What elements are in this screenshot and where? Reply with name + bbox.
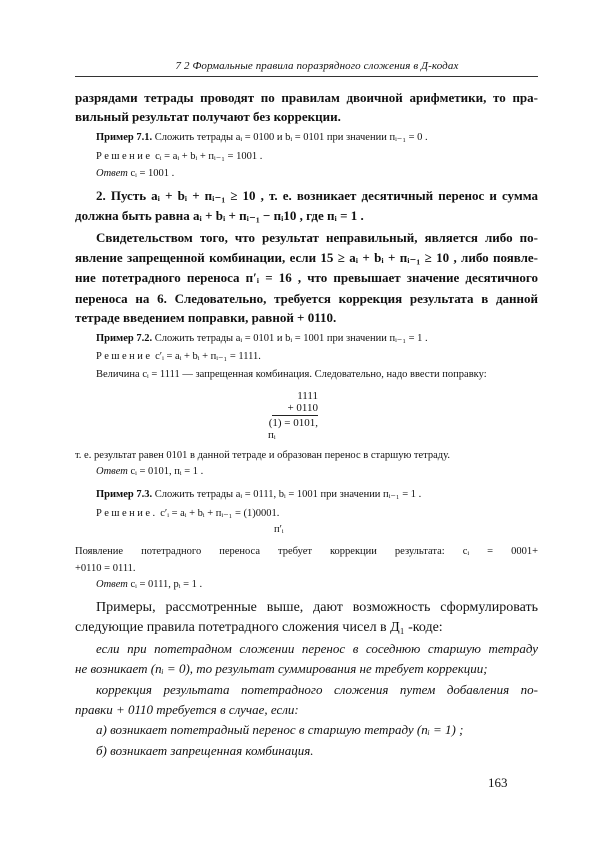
sum-bar <box>272 415 318 416</box>
rule-line: не возникает (пᵢ = 0), то результат суммирования не требует коррекции; <box>75 661 488 676</box>
example-2-note: Величина cᵢ = 1111 — запрещенная комбинация. Следовательно, надо ввести поправку: <box>96 369 487 380</box>
text-line: вильный результат получают без коррекции. <box>75 109 341 124</box>
rule-line: коррекция результата потетрадного сложения путем добавления по- <box>96 682 538 697</box>
example-1-answer: Ответ cᵢ = 1001 . <box>96 168 175 179</box>
example-3-answer: Ответ cᵢ = 0111, pᵢ = 1 . <box>96 579 203 590</box>
text-line: Свидетельством того, что результат неправильный, является либо по- <box>96 230 538 245</box>
page-number: 163 <box>488 775 508 790</box>
text-line: явление запрещенной комбинации, если 15 ≥ aᵢ + bᵢ + пᵢ₋₁ ≥ 10 , либо появле- <box>75 250 538 265</box>
example-3-continued: +0110 = 0111. <box>75 563 136 574</box>
example-label: Пример 7.3. <box>96 489 153 500</box>
example-3-appear: Появление потетрадного переноса требует коррекции результата: cᵢ = 0001+ <box>75 546 538 557</box>
text-line: Примеры, рассмотренные выше, дают возможность сформулировать <box>96 600 538 615</box>
rule-line: б) возникает запрещенная комбинация. <box>96 743 314 758</box>
carry-label: пᵢ <box>268 429 276 441</box>
text-line: должна быть равна aᵢ + bᵢ + пᵢ₋₁ − пᵢ10 , где пᵢ = 1 . <box>75 208 364 223</box>
example-2-task: Пример 7.2. Сложить тетрады aᵢ = 0101 и bᵢ = 1001 при значении пᵢ₋₁ = 1 . <box>96 333 428 344</box>
example-3-task: Пример 7.3. Сложить тетрады aᵢ = 0111, bᵢ = 1001 при значении пᵢ₋₁ = 1 . <box>96 489 422 500</box>
text-line: ние потетрадного переноса пʹᵢ = 16 , что превышает значение десятичного <box>75 270 538 285</box>
header-rule <box>75 76 538 77</box>
text-line: разрядами тетрады проводят по правилам двоичной арифметики, то пра- <box>75 90 538 105</box>
addend-2: + 0110 <box>287 402 318 414</box>
text-line: переноса на 6. Следовательно, требуется коррекция результата в данной <box>75 291 538 306</box>
running-header: 7 2 Формальные правила поразрядного сложения в Д-кодах <box>175 60 459 72</box>
example-1-task: Пример 7.1. Сложить тетрады aᵢ = 0100 и bᵢ = 0101 при значении пᵢ₋₁ = 0 . <box>96 132 428 143</box>
addend-1: 1111 <box>297 390 318 402</box>
text-line: следующие правила потетрадного сложения чисел в Д₁ -коде: <box>75 620 443 635</box>
text-line: тетраде введением поправки, равной + 0110. <box>75 310 337 325</box>
example-label: Пример 7.1. <box>96 132 153 143</box>
rule-line: а) возникает потетрадный перенос в старшую тетраду (пᵢ = 1) ; <box>96 722 464 737</box>
text-line: 2. Пусть aᵢ + bᵢ + пᵢ₋₁ ≥ 10 , т. е. возникает десятичный перенос и сумма <box>96 188 538 203</box>
example-3-solution: Решение. cʹᵢ = aᵢ + bᵢ + пᵢ₋₁ = (1)0001. <box>96 508 280 519</box>
example-label: Пример 7.2. <box>96 333 153 344</box>
example-2-conclusion: т. е. результат равен 0101 в данной тетраде и образован перенос в старшую тетраду. <box>75 450 450 461</box>
example-2-answer: Ответ cᵢ = 0101, пᵢ = 1 . <box>96 466 204 477</box>
sum-result: (1) = 0101, <box>268 417 318 429</box>
carry-label: пʹᵢ <box>274 524 284 535</box>
addition-column <box>258 390 318 441</box>
example-2-solution: Решение cʹᵢ = aᵢ + bᵢ + пᵢ₋₁ = 1111. <box>96 351 261 362</box>
rule-line: правки + 0110 требуется в случае, если: <box>75 702 299 717</box>
rule-line: если при потетрадном сложении перенос в соседнюю старшую тетраду <box>96 641 538 656</box>
example-1-solution: Решение cᵢ = aᵢ + bᵢ + пᵢ₋₁ = 1001 . <box>96 151 263 162</box>
